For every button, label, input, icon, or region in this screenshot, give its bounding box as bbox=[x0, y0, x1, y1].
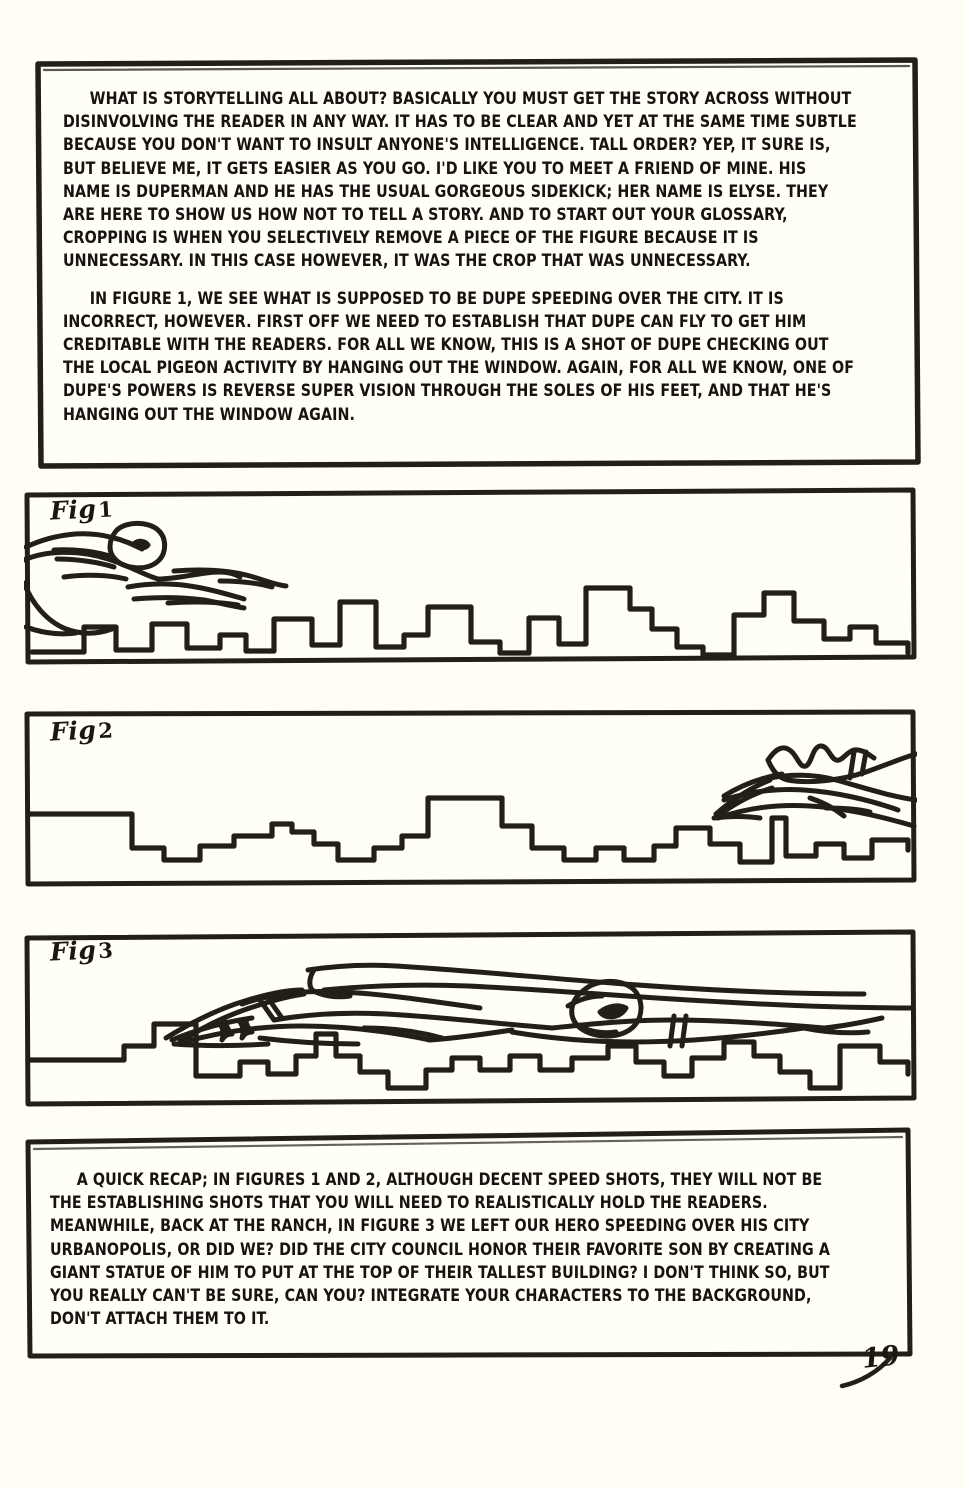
bottom-caption-text bbox=[50, 1168, 886, 1330]
figure-2-artwork bbox=[24, 708, 917, 888]
top-caption-box bbox=[35, 57, 921, 469]
figure-2-label bbox=[49, 714, 114, 746]
figure-3-label-text: Fig bbox=[49, 935, 97, 967]
bottom-caption-box bbox=[24, 1126, 914, 1360]
paragraph-3: A QUICK RECAP; IN FIGURES 1 AND 2, ALTHOUGH DECENT SPEED SHOTS, THEY WILL NOT BE THE ESTABLISHING SHOTS THAT YOU WILL NEED TO REALISTICALLY HOLD THE READERS. MEANWHILE, BACK AT THE RANCH, IN FIGURE 3 WE LEFT OUR HERO SPEEDING OVER HIS CITY URBANOPOLIS, OR DID WE? DID THE CITY COUNCIL HONOR THEIR FAVORITE SON BY CREATING A GIANT STATUE OF HIM TO PUT AT THE TOP OF THEIR TALLEST BUILDING? I DON'T THINK SO, BUT YOU REALLY CAN'T BE SURE, CAN YOU? INTEGRATE YOUR CHARACTERS TO THE BACKGROUND, DON'T ATTACH THEM TO IT. bbox=[50, 1170, 831, 1329]
figure-3-number: 3 bbox=[97, 937, 115, 964]
figure-panel-1 bbox=[24, 487, 917, 665]
paragraph-1: WHAT IS STORYTELLING ALL ABOUT? BASICALLY YOU MUST GET THE STORY ACROSS WITHOUT DISINVOLVING THE READER IN ANY WAY. IT HAS TO BE CLEAR AND YET AT THE SAME TIME SUBTLE BECAUSE YOU DON'T WANT TO INSULT ANYONE'S INTELLIGENCE. TALL ORDER? YEP, IT SURE IS, BUT BELIEVE ME, IT GETS EASIER AS YOU GO. I'D LIKE YOU TO MEET A FRIEND OF MINE. HIS NAME IS DUPERMAN AND HE HAS THE USUAL GORGEOUS SIDEKICK; HER NAME IS ELYSE. THEY ARE HERE TO SHOW US HOW NOT TO TELL A STORY. AND TO START OUT YOUR GLOSSARY, CROPPING IS WHEN YOU SELECTIVELY REMOVE A PIECE OF THE FIGURE BECAUSE IT IS UNNECESSARY. IN THIS CASE HOWEVER, IT WAS THE CROP THAT WAS UNNECESSARY. bbox=[63, 89, 857, 271]
figure-1-artwork bbox=[24, 487, 917, 665]
top-caption-text bbox=[63, 87, 895, 426]
paragraph-2: IN FIGURE 1, WE SEE WHAT IS SUPPOSED TO BE DUPE SPEEDING OVER THE CITY. IT IS INCORRECT, HOWEVER. FIRST OFF WE NEED TO ESTABLISH THAT DUPE CAN FLY TO GET HIM CREDITABLE WITH THE READERS. FOR ALL WE KNOW, THIS IS A SHOT OF DUPE CHECKING OUT THE LOCAL PIGEON ACTIVITY BY HANGING OUT THE WINDOW. AGAIN, FOR ALL WE KNOW, ONE OF DUPE'S POWERS IS REVERSE SUPER VISION THROUGH THE SOLES OF HIS FEET, AND THAT HE'S HANGING OUT THE WINDOW AGAIN. bbox=[63, 288, 855, 424]
figure-panel-3 bbox=[24, 928, 917, 1108]
figure-2-number: 2 bbox=[97, 717, 115, 744]
figure-1-label bbox=[49, 493, 114, 525]
page-number: 19 bbox=[860, 1340, 902, 1375]
figure-3-label bbox=[49, 934, 114, 966]
figure-1-label-text: Fig bbox=[49, 494, 97, 526]
figure-2-label-text: Fig bbox=[49, 715, 97, 747]
figure-panel-2 bbox=[24, 708, 917, 888]
figure-1-number: 1 bbox=[97, 496, 115, 523]
figure-3-artwork bbox=[24, 928, 917, 1108]
